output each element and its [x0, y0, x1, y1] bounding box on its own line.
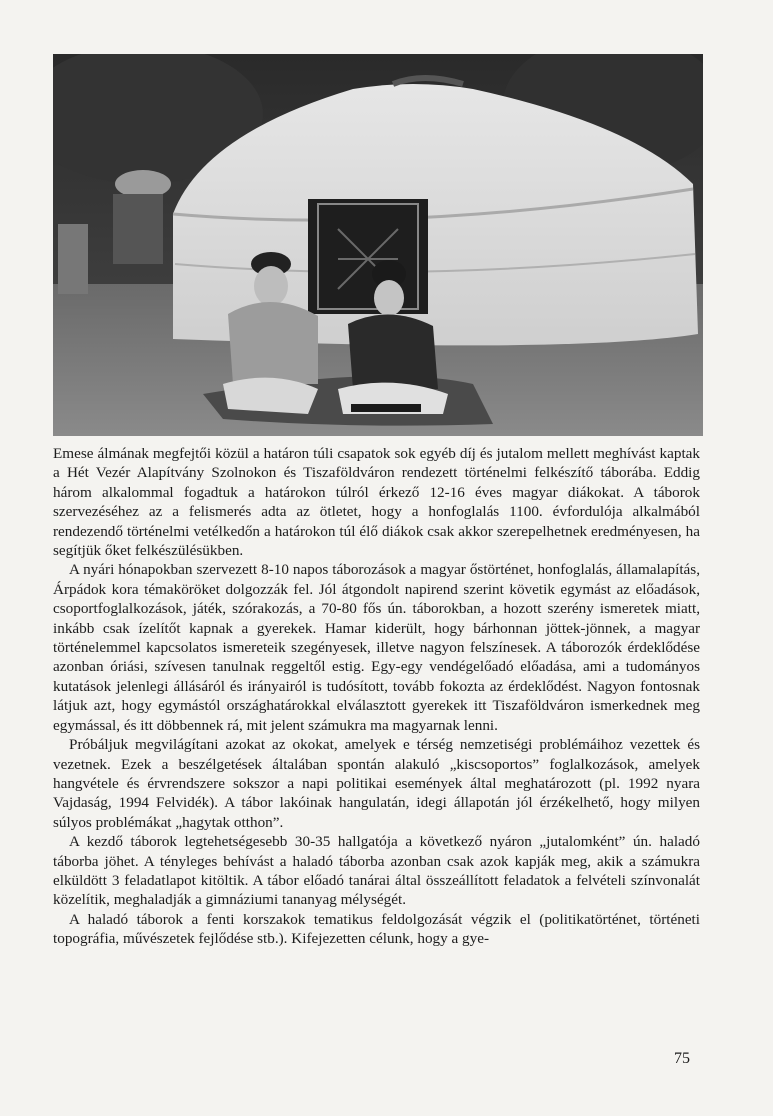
paragraph-5: A haladó táborok a fenti korszakok tematikus feldolgozását végzik el (politikatörténet, történeti topográfia, művészetek fejlődése stb.). Kifejezetten célunk, hogy a gye-	[53, 910, 700, 948]
page-number: 75	[674, 1050, 690, 1067]
yurt-photo	[53, 54, 703, 436]
paragraph-3: Próbáljuk megvilágítani azokat az okokat, amelyek e térség nemzetiségi problémáihoz vezettek és vezetnek. Ezek a beszélgetések általában spontán alakuló „kiscsoportos” foglalkozások, amelyek hangvétele és érvrendszere sokszor a napi politikai események által meghatározott (pl. 1992 nyara Vajdaság, 1994 Felvidék). A tábor lakóinak hangulatán, idegi állapotán jól érzékelhető, hogy milyen súlyos problémákat „hagytak otthon”.	[53, 736, 700, 831]
article-body	[53, 444, 700, 949]
paragraph-1: Emese álmának megfejtői közül a határon túli csapatok sok egyéb díj és jutalom mellett meghívást kaptak a Hét Vezér Alapítvány Szolnokon és Tiszaföldváron rendezett történelmi felkészítő táborába. Eddig három alkalommal fogadtuk a határokon túlról érkező 12-16 éves magyar diákokat. A táborok szervezéséhez az a felismerés adta az ötletet, hogy a honfoglalás 1100. évfordulója alkalmából rendezendő történelmi vetélkedőn a határokon túl élő diákok csak akkor szerepelhetnek eredményesen, ha segítjük őket felkészülésükben.	[53, 445, 700, 560]
paragraph-4: A kezdő táborok legtehetségesebb 30-35 hallgatója a következő nyáron „jutalomként” ún. haladó táborba jöhet. A tényleges behívást a haladó táborba azonban csak azok kapják meg, akik a számukra elküldött 3 feladatlapot kitöltik. A tábor előadó tanárai által összeállított feladatok a felvételi színvonalát közelítik, meghaladják a gimnáziumi tananyag mélységét.	[53, 833, 700, 909]
paragraph-2: A nyári hónapokban szervezett 8-10 napos táborozások a magyar őstörténet, honfoglalás, államalapítás, Árpádok kora témaköröket dolgozzák fel. Jól átgondolt napirend szerint követik egymást az előadások, csoportfoglalkozások, játék, szórakozás, a 70-80 fős ún. táborokban, a hozott szerény ismeretek miatt, inkább csak ízelítőt kapnak a gyerekek. Hamar kiderült, hogy bárhonnan jöttek-jönnek, a magyar történelemmel kapcsolatos ismereteik szegényesek, illetve nagyon felszínesek. A táborozók érdeklődése azonban óriási, szívesen tanulnak reggeltől estig. Egy-egy vendégelőadó előadása, ami a tudományos kutatások jelenlegi állásáról és irányairól is tudósított, tovább fokozta az érdeklődést. Nagyon fontosnak látjuk azt, hogy egymástól országhatárokkal elválasztott gyerekek itt Tiszaföldváron ismerkednek meg egymással, és itt döbbennek rá, mit jelent számukra ma magyarnak lenni.	[53, 561, 700, 734]
